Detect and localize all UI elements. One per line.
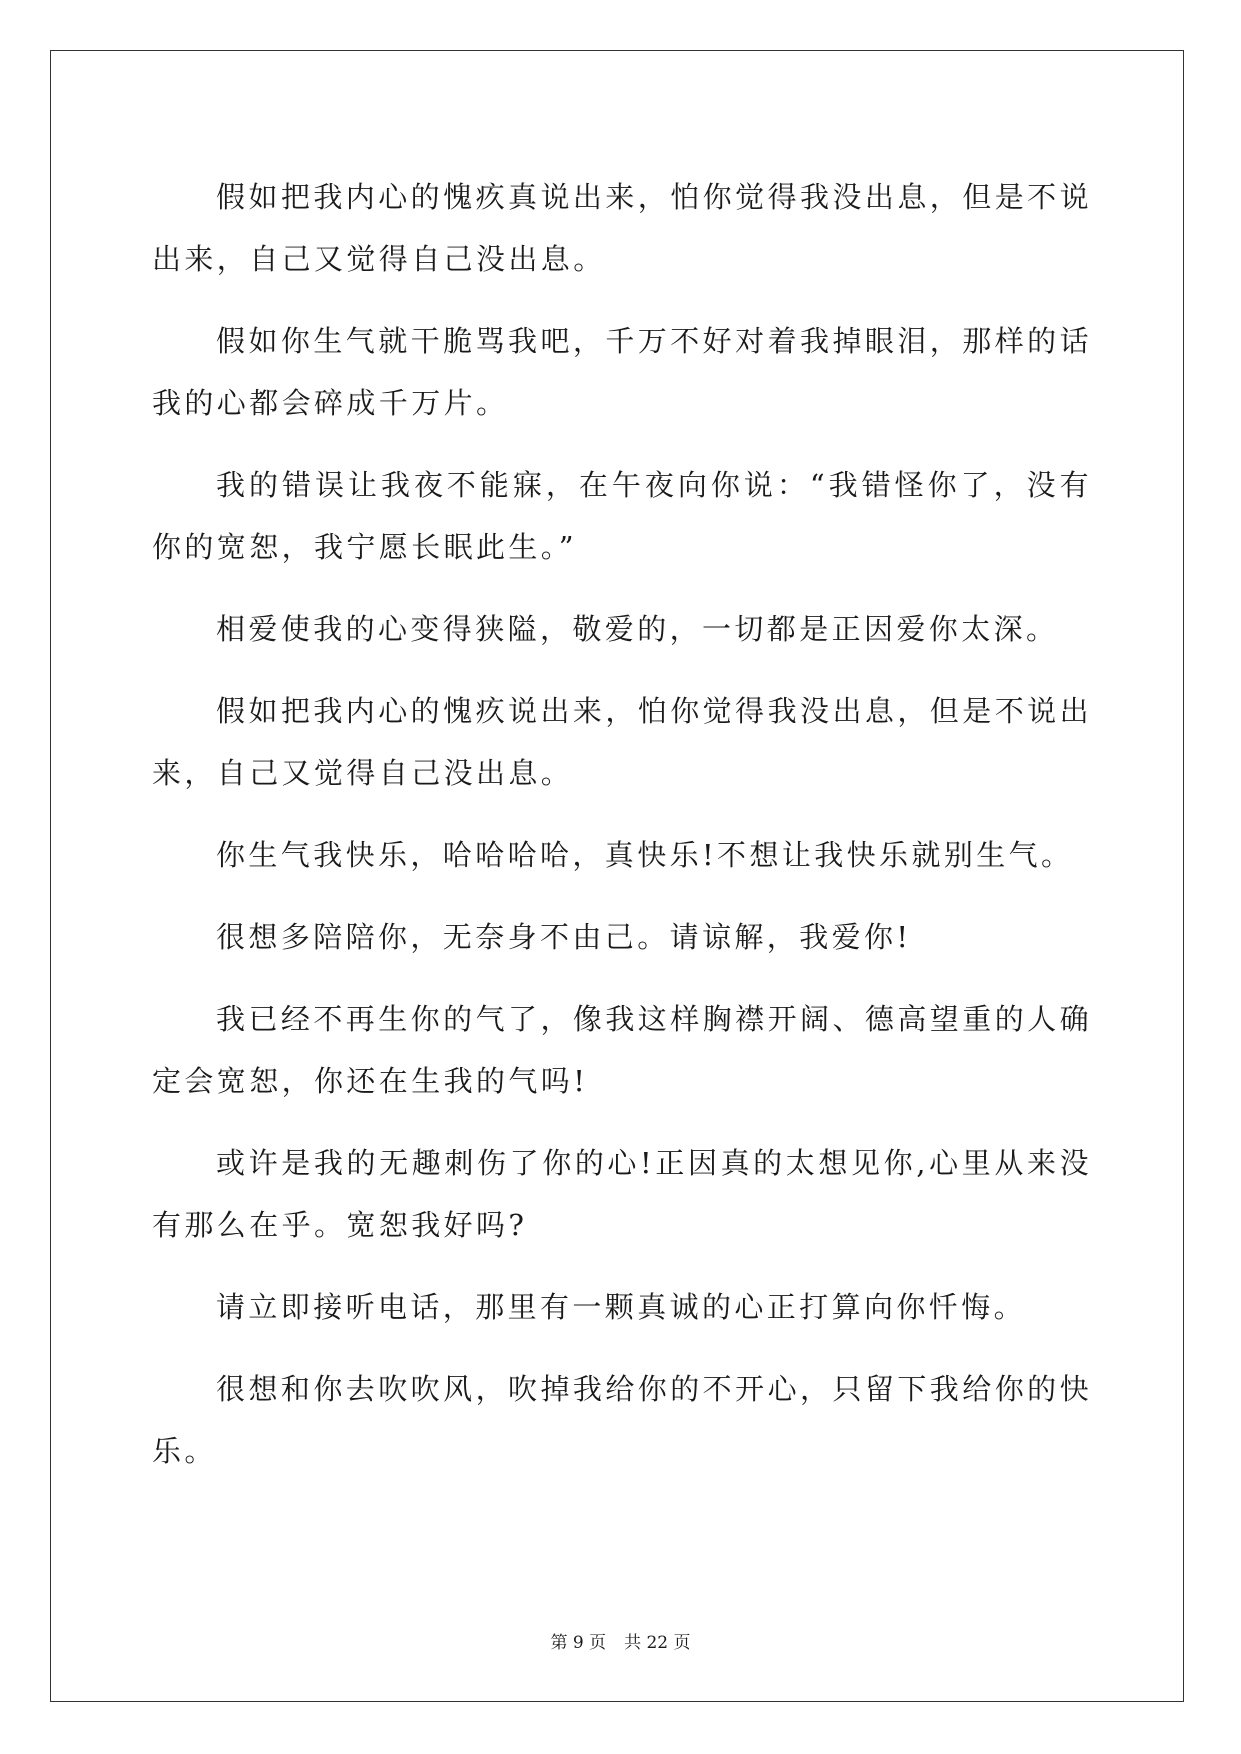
- paragraph-2: 假如你生气就干脆骂我吧，千万不好对着我掉眼泪，那样的话我的心都会碎成千万片。: [152, 324, 1092, 420]
- paragraph-7: 很想多陪陪你，无奈身不由己。请谅解，我爱你!: [216, 920, 912, 954]
- paragraph-5: 假如把我内心的愧疚说出来，怕你觉得我没出息，但是不说出来，自己又觉得自己没出息。: [152, 694, 1092, 790]
- paragraph-4: 相爱使我的心变得狭隘，敬爱的，一切都是正因爱你太深。: [216, 612, 1059, 646]
- paragraph-9: 或许是我的无趣刺伤了你的心!正因真的太想见你,心里从来没有那么在乎。宽恕我好吗?: [152, 1146, 1092, 1242]
- page-footer: [0, 1628, 1241, 1653]
- paragraph-10: 请立即接听电话，那里有一颗真诚的心正打算向你忏悔。: [216, 1290, 1027, 1324]
- page-total: 共 22 页: [624, 1633, 691, 1653]
- paragraph-1: 假如把我内心的愧疚真说出来，怕你觉得我没出息，但是不说出来，自己又觉得自己没出息。: [152, 180, 1092, 276]
- paragraph-6: 你生气我快乐，哈哈哈哈，真快乐!不想让我快乐就别生气。: [216, 838, 1074, 872]
- document-body: [152, 166, 1092, 1502]
- paragraph-3: 我的错误让我夜不能寐，在午夜向你说：“我错怪你了，没有你的宽恕，我宁愿长眠此生。”: [152, 468, 1092, 564]
- page-number: 第 9 页: [550, 1633, 607, 1653]
- paragraph-11: 很想和你去吹吹风，吹掉我给你的不开心，只留下我给你的快乐。: [152, 1372, 1092, 1468]
- paragraph-8: 我已经不再生你的气了，像我这样胸襟开阔、德高望重的人确定会宽恕，你还在生我的气吗!: [152, 1002, 1092, 1098]
